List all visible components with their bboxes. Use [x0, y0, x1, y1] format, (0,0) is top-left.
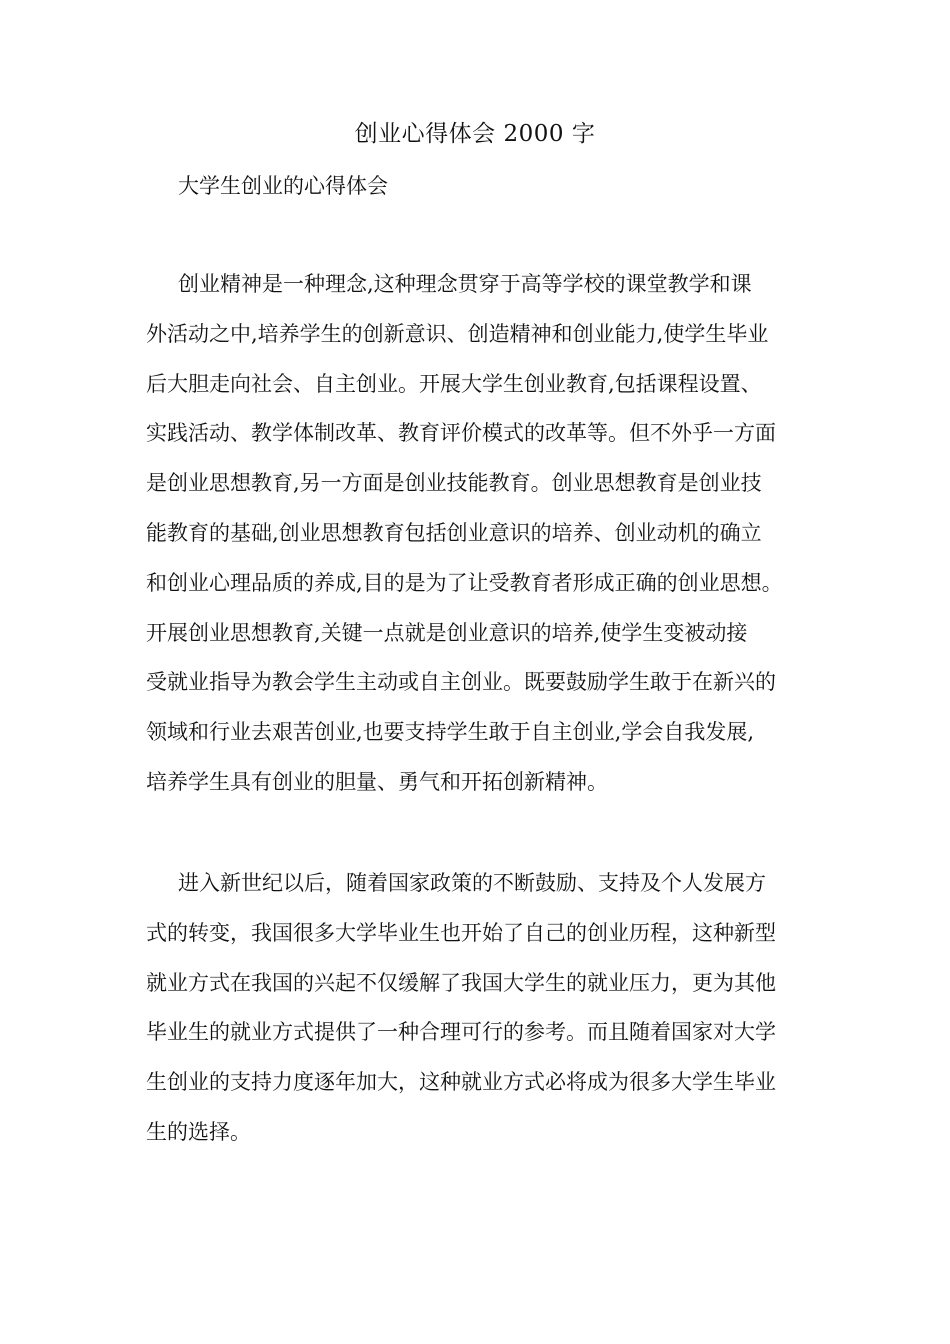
paragraph-2 [146, 859, 822, 1158]
paragraph-line: 实践活动、教学体制改革、教育评价模式的改革等。但不外乎一方面 [146, 421, 776, 446]
paragraph-line: 就业方式在我国的兴起不仅缓解了我国大学生的就业压力，更为其他 [146, 970, 776, 995]
paragraph-line: 能教育的基础,创业思想教育包括创业意识的培养、创业动机的确立 [146, 520, 762, 545]
paragraph-1 [146, 260, 822, 808]
paragraph-line: 受就业指导为教会学生主动或自主创业。既要鼓励学生敢于在新兴的 [146, 670, 776, 695]
paragraph-line: 生创业的支持力度逐年加大，这种就业方式必将成为很多大学生毕业 [146, 1070, 776, 1095]
paragraph-line: 式的转变，我国很多大学毕业生也开始了自己的创业历程，这种新型 [146, 920, 776, 945]
paragraph-line: 开展创业思想教育,关键一点就是创业意识的培养,使学生变被动接 [146, 620, 748, 645]
paragraph-line: 后大胆走向社会、自主创业。开展大学生创业教育,包括课程设置、 [146, 371, 762, 396]
paragraph-line: 和创业心理品质的养成,目的是为了让受教育者形成正确的创业思想。 [146, 570, 783, 595]
paragraph-line: 进入新世纪以后，随着国家政策的不断鼓励、支持及个人发展方 [178, 871, 766, 895]
paragraph-line: 创业精神是一种理念,这种理念贯穿于高等学校的课堂教学和课 [178, 272, 752, 296]
paragraph-line: 毕业生的就业方式提供了一种合理可行的参考。而且随着国家对大学 [146, 1020, 776, 1045]
paragraph-line: 外活动之中,培养学生的创新意识、创造精神和创业能力,使学生毕业 [146, 321, 769, 346]
paragraph-line: 是创业思想教育,另一方面是创业技能教育。创业思想教育是创业技 [146, 471, 762, 496]
document-subtitle: 大学生创业的心得体会 [178, 174, 388, 198]
paragraph-line: 生的选择。 [146, 1119, 251, 1144]
document-title: 创业心得体会 2000 字 [354, 121, 596, 147]
paragraph-line: 培养学生具有创业的胆量、勇气和开拓创新精神。 [146, 769, 608, 794]
paragraph-line: 领域和行业去艰苦创业,也要支持学生敢于自主创业,学会自我发展, [146, 720, 755, 745]
